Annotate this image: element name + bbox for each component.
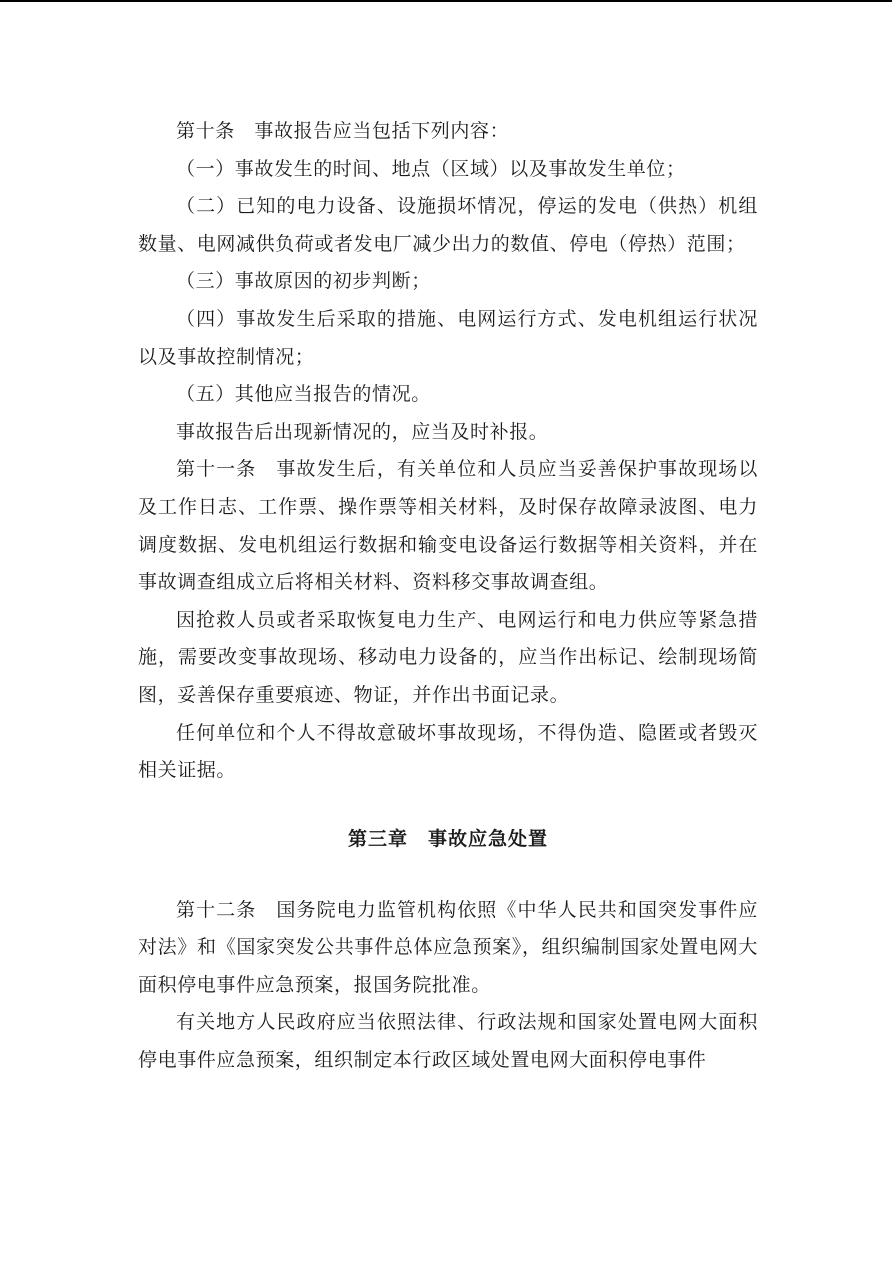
article-10-item-5: （五）其他应当报告的情况。	[176, 383, 431, 406]
article-11-para-3: 任何单位和个人不得故意破坏事故现场，不得伪造、隐匿或者毁灭相关证据。	[138, 721, 758, 782]
document-page	[138, 113, 758, 1080]
article-10-heading: 第十条 事故报告应当包括下列内容：	[176, 120, 510, 142]
article-10-item-2: （二）已知的电力设备、设施损坏情况，停运的发电（供热）机组数量、电网减供负荷或者发电厂减少出力的数值、停电（停热）范围；	[138, 195, 758, 255]
chapter-title: 第三章 事故应急处置	[347, 827, 548, 850]
article-10-item-1: （一）事故发生的时间、地点（区域）以及事故发生单位；	[176, 157, 686, 180]
article-10-item-3: （三）事故原因的初步判断；	[176, 270, 431, 293]
article-11: 第十一条 事故发生后，有关单位和人员应当妥善保护事故现场以及工作日志、工作票、操作票等相关材料，及时保存故障录波图、电力调度数据、发电机组运行数据和输变电设备运行数据等相关资料，并在事故调查组成立后将相关材料、资料移交事故调查组。	[138, 458, 758, 594]
article-12-para-2: 有关地方人民政府应当依照法律、行政法规和国家处置电网大面积停电事件应急预案，组织制定本行政区域处置电网大面积停电事件	[138, 1011, 758, 1072]
article-11-para-2: 因抢救人员或者采取恢复电力生产、电网运行和电力供应等紧急措施，需要改变事故现场、移动电力设备的，应当作出标记、绘制现场简图，妥善保存重要痕迹、物证，并作出书面记录。	[138, 608, 758, 706]
article-10-item-4: （四）事故发生后采取的措施、电网运行方式、发电机组运行状况以及事故控制情况；	[138, 307, 758, 368]
article-12: 第十二条 国务院电力监管机构依照《中华人民共和国突发事件应对法》和《国家突发公共事件总体应急预案》，组织编制国家处置电网大面积停电事件应急预案，报国务院批准。	[138, 898, 758, 996]
article-10-supplement: 事故报告后出现新情况的，应当及时补报。	[176, 420, 549, 443]
page-top-border	[0, 0, 892, 2]
